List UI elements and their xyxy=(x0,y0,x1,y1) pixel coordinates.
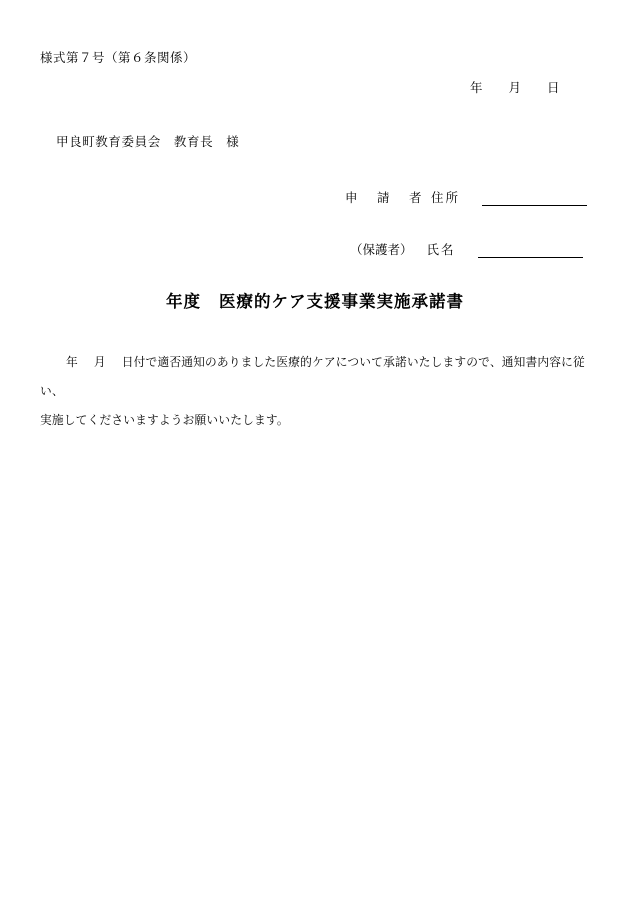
addressee: 甲良町教育委員会 教育長 様 xyxy=(56,135,240,149)
guardian-name-rule[interactable] xyxy=(478,245,583,258)
body-text xyxy=(40,348,592,435)
date-month: 月 xyxy=(508,81,522,95)
body-line1: 日付で適否通知のありました医療的ケアについて承諾いたしますので、通知書内容に従い、 xyxy=(40,355,585,398)
applicant-label: 申 請 者 xyxy=(345,191,426,205)
applicant-address-rule[interactable] xyxy=(482,193,587,206)
applicant-address-row xyxy=(345,188,587,206)
body-month: 月 xyxy=(93,355,106,369)
body-line2: 実施してくださいますようお願いいたします。 xyxy=(40,413,289,427)
title-main: 医療的ケア支援事業実施承諾書 xyxy=(219,292,464,311)
guardian-name-row xyxy=(350,240,583,258)
form-number: 様式第７号（第６条関係） xyxy=(40,51,197,65)
guardian-name-label: 氏名 xyxy=(426,243,456,257)
title-year-prefix: 年度 xyxy=(166,292,201,311)
date-line xyxy=(470,78,560,96)
body-year: 年 xyxy=(66,355,78,369)
guardian-label: （保護者） xyxy=(350,243,413,257)
page-title xyxy=(0,288,630,312)
date-year: 年 xyxy=(470,81,483,95)
date-day: 日 xyxy=(547,81,560,95)
applicant-address-label: 住所 xyxy=(431,191,461,205)
